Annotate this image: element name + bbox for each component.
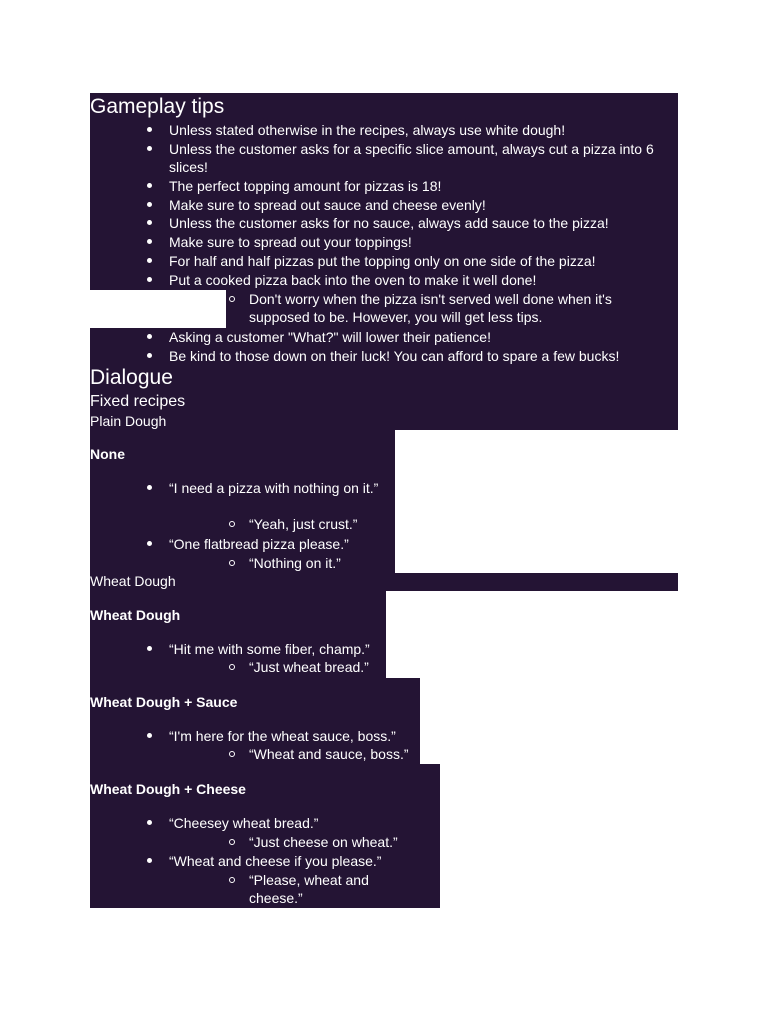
dialogue-order: “One flatbread pizza please.” bbox=[169, 536, 349, 552]
dialogue-order: “Hit me with some fiber, champ.” bbox=[169, 641, 370, 657]
dialogue-order: “Cheesey wheat bread.” bbox=[169, 815, 319, 831]
plain-dough-title: Plain Dough bbox=[90, 413, 167, 429]
dialogue-reply: “Nothing on it.” bbox=[249, 555, 341, 571]
dialogue-order: “I'm here for the wheat sauce, boss.” bbox=[169, 728, 396, 744]
dialogue-reply: “Just wheat bread.” bbox=[249, 659, 369, 675]
tip-item: Unless stated otherwise in the recipes, always use white dough! bbox=[169, 122, 566, 138]
tip-item: Make sure to spread out sauce and cheese evenly! bbox=[169, 197, 486, 213]
tip-item: Be kind to those down on their luck! You can afford to spare a few bucks! bbox=[169, 348, 620, 364]
tip-item: Make sure to spread out your toppings! bbox=[169, 234, 412, 250]
dialogue-reply: “Wheat and sauce, boss.” bbox=[249, 746, 409, 762]
gameplay-tips-heading: Gameplay tips bbox=[90, 95, 225, 118]
tip-item: Unless the customer asks for a specific slice amount, always cut a pizza into 6 slices! bbox=[169, 140, 664, 176]
dialogue-order: “Wheat and cheese if you please.” bbox=[169, 853, 382, 869]
wheat-cheese-label: Wheat Dough + Cheese bbox=[90, 781, 246, 797]
wheat-dough-title: Wheat Dough bbox=[90, 573, 176, 589]
subtip-item: Don't worry when the pizza isn't served well done when it's supposed to be. However, you will get less tips. bbox=[249, 290, 649, 326]
tip-item: Put a cooked pizza back into the oven to make it well done! bbox=[169, 272, 537, 288]
subtip-indent-gap bbox=[90, 290, 226, 328]
dialogue-reply: “Yeah, just crust.” bbox=[249, 516, 358, 532]
tip-item: Unless the customer asks for no sauce, always add sauce to the pizza! bbox=[169, 215, 609, 231]
tip-item: The perfect topping amount for pizzas is 18! bbox=[169, 178, 442, 194]
tip-item: Asking a customer "What?" will lower their patience! bbox=[169, 329, 491, 345]
wheat-title-highlight-block bbox=[90, 573, 678, 591]
wheat-dough-label: Wheat Dough bbox=[90, 607, 181, 623]
dialogue-order: “I need a pizza with nothing on it.” bbox=[169, 479, 384, 497]
dialogue-heading: Dialogue bbox=[90, 366, 173, 389]
wheat-sauce-label: Wheat Dough + Sauce bbox=[90, 694, 238, 710]
fixed-recipes-subheading: Fixed recipes bbox=[90, 393, 186, 410]
dialogue-reply: “Just cheese on wheat.” bbox=[249, 834, 398, 850]
none-label: None bbox=[90, 446, 125, 462]
tip-item: For half and half pizzas put the topping only on one side of the pizza! bbox=[169, 253, 596, 269]
dialogue-reply: “Please, wheat and cheese.” bbox=[249, 871, 389, 907]
